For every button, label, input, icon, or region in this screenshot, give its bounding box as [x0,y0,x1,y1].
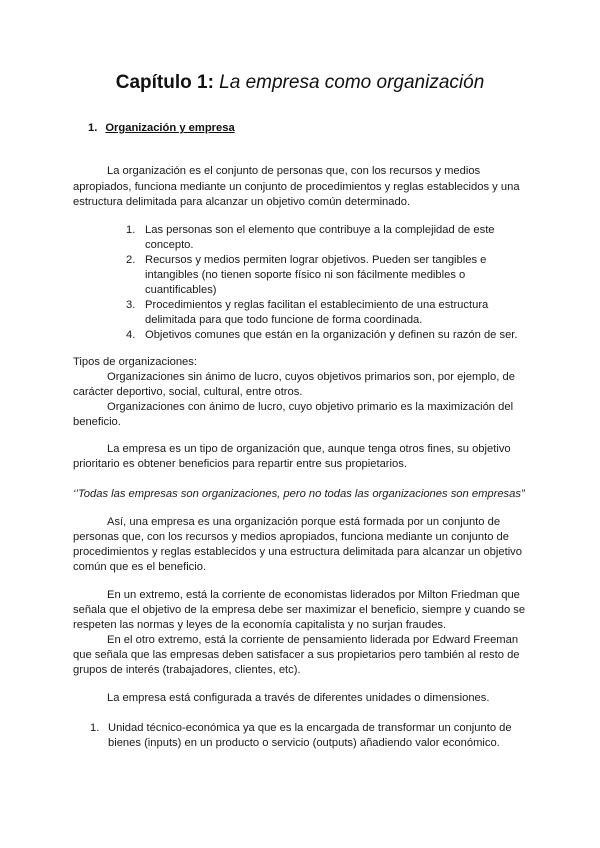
list-item-line: delimitada para que todo funcione de forma coordinada. [145,314,423,326]
tipos-heading: Tipos de organizaciones: [73,356,197,368]
list-item-line: Unidad técnico-económica ya que es la encargada de transformar un conjunto de [108,722,512,734]
p1-line: La organización es el conjunto de personas que, con los recursos y medios [107,165,481,177]
p4-line: que señala que las empresas deben satisfacer a sus propietarios pero también al resto de [73,649,520,661]
list-item-line: Las personas son el elemento que contribuye a la complejidad de este [145,224,495,236]
p3-line: procedimientos y reglas establecidos y una estructura delimitada para alcanzar un objetivo [73,546,522,558]
p4-line: grupos de interés (trabajadores, clientes, etc). [73,664,301,676]
tipos-line: Organizaciones con ánimo de lucro, cuyo objetivo primario es la maximización del [107,401,514,413]
chapter-title [0,72,600,94]
list-number: 1. [90,722,100,734]
p2-line: La empresa es un tipo de organización que, aunque tenga otros fines, su objetivo [107,443,511,455]
p5-line: La empresa está configurada a través de diferentes unidades o dimensiones. [107,692,490,704]
p3-line: Así, una empresa es una organización porque está formada por un conjunto de [107,516,501,528]
chapter-title-separator: : [207,72,220,93]
tipos-line: carácter deportivo, social, cultural, entre otros. [73,386,303,398]
chapter-number: Capítulo 1 [115,72,208,93]
list-number: 4. [126,329,136,341]
tipos-line: beneficio. [73,416,121,428]
section-title: Organización y empresa [105,122,235,134]
list-item-line: intangibles (no tienen soporte físico ni son fácilmente medibles o [145,269,466,281]
p4-line: respeten las normas y leyes de la economía capitalista y no surjan fraudes. [73,619,447,631]
list-item-line: concepto. [145,239,194,251]
list-item-line: bienes (inputs) en un producto o servicio (outputs) añadiendo valor económico. [108,737,500,749]
chapter-title-text: La empresa como organización [219,72,485,93]
section-heading [88,122,235,134]
p1-line: estructura delimitada para alcanzar un objetivo común determinado. [73,196,411,208]
p4-line: En el otro extremo, está la corriente de pensamiento liderada por Edward Freeman [107,634,519,646]
tipos-line: Organizaciones sin ánimo de lucro, cuyos objetivos primarios son, por ejemplo, de [107,371,515,383]
list-item-line: Recursos y medios permiten lograr objetivos. Pueden ser tangibles e [145,254,487,266]
list-number: 3. [126,299,136,311]
p3-line: personas que, con los recursos y medios apropiados, funciona mediante un conjunto de [73,531,509,543]
list-item-line: Procedimientos y reglas facilitan el establecimiento de una estructura [145,299,489,311]
list-item-line: cuantificables) [145,284,217,296]
p1-line: apropiados, funciona mediante un conjunto de procedimientos y reglas establecidos y una [73,181,520,193]
p3-line: común que es el beneficio. [73,561,207,573]
list-number: 1. [126,224,136,236]
p4-line: señala que el objetivo de la empresa debe ser maximizar el beneficio, siempre y cuando se [73,604,526,616]
quote: ‘’Todas las empresas son organizaciones, pero no todas las organizaciones son empresas” [73,488,525,500]
p2-line: prioritario es obtener beneficios para repartir entre sus propietarios. [73,458,407,470]
list-number: 2. [126,254,136,266]
list-item-line: Objetivos comunes que están en la organización y definen su razón de ser. [145,329,518,341]
p4-line: En un extremo, está la corriente de economistas liderados por Milton Friedman que [107,589,520,601]
section-number: 1. [88,122,98,134]
